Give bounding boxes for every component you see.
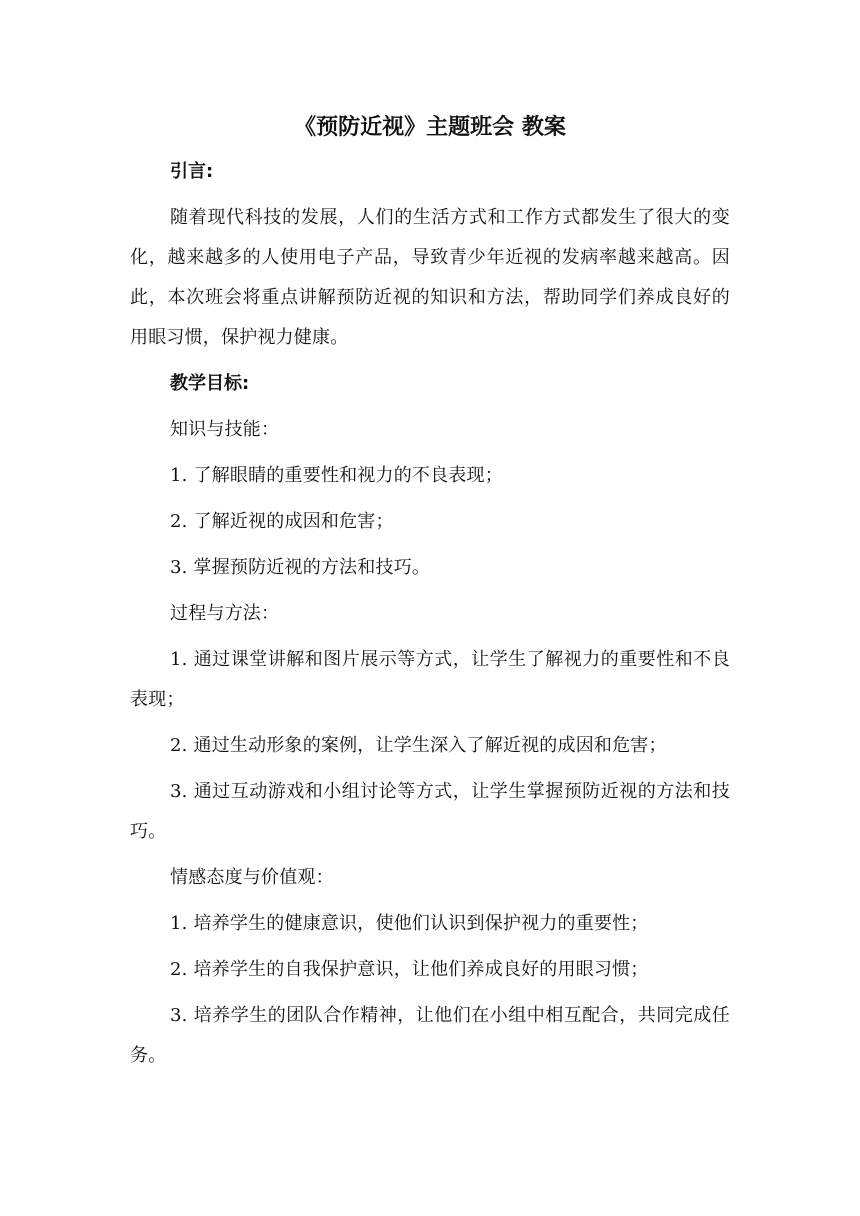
emotion-item: 2. 培养学生的自我保护意识，让他们养成良好的用眼习惯； bbox=[170, 959, 649, 980]
document-title: 《预防近视》主题班会 教案 bbox=[294, 115, 566, 140]
process-heading: 过程与方法： bbox=[170, 603, 280, 624]
knowledge-item: 2. 了解近视的成因和危害； bbox=[170, 511, 394, 532]
emotion-heading: 情感态度与价值观： bbox=[170, 867, 334, 888]
goals-heading: 教学目标: bbox=[170, 373, 250, 394]
document-body bbox=[130, 152, 730, 1082]
intro-paragraph: 随着现代科技的发展，人们的生活方式和工作方式都发生了很大的变化，越来越多的人使用电子产品，导致青少年近视的发病率越来越高。因此，本次班会将重点讲解预防近视的知识和方法，帮助同学们养成良好的用眼习惯，保护视力健康。 bbox=[130, 207, 730, 348]
knowledge-heading: 知识与技能： bbox=[170, 419, 280, 440]
emotion-item: 1. 培养学生的健康意识，使他们认识到保护视力的重要性； bbox=[170, 913, 649, 934]
process-item: 1. 通过课堂讲解和图片展示等方式，让学生了解视力的重要性和不良表现； bbox=[130, 649, 730, 710]
process-item: 3. 通过互动游戏和小组讨论等方式，让学生掌握预防近视的方法和技巧。 bbox=[130, 781, 730, 842]
knowledge-item: 3. 掌握预防近视的方法和技巧。 bbox=[170, 557, 431, 578]
knowledge-item: 1. 了解眼睛的重要性和视力的不良表现； bbox=[170, 465, 503, 486]
intro-heading: 引言: bbox=[170, 161, 214, 182]
emotion-item: 3. 培养学生的团队合作精神，让他们在小组中相互配合，共同完成任务。 bbox=[130, 1005, 730, 1066]
process-item: 2. 通过生动形象的案例，让学生深入了解近视的成因和危害； bbox=[170, 735, 667, 756]
